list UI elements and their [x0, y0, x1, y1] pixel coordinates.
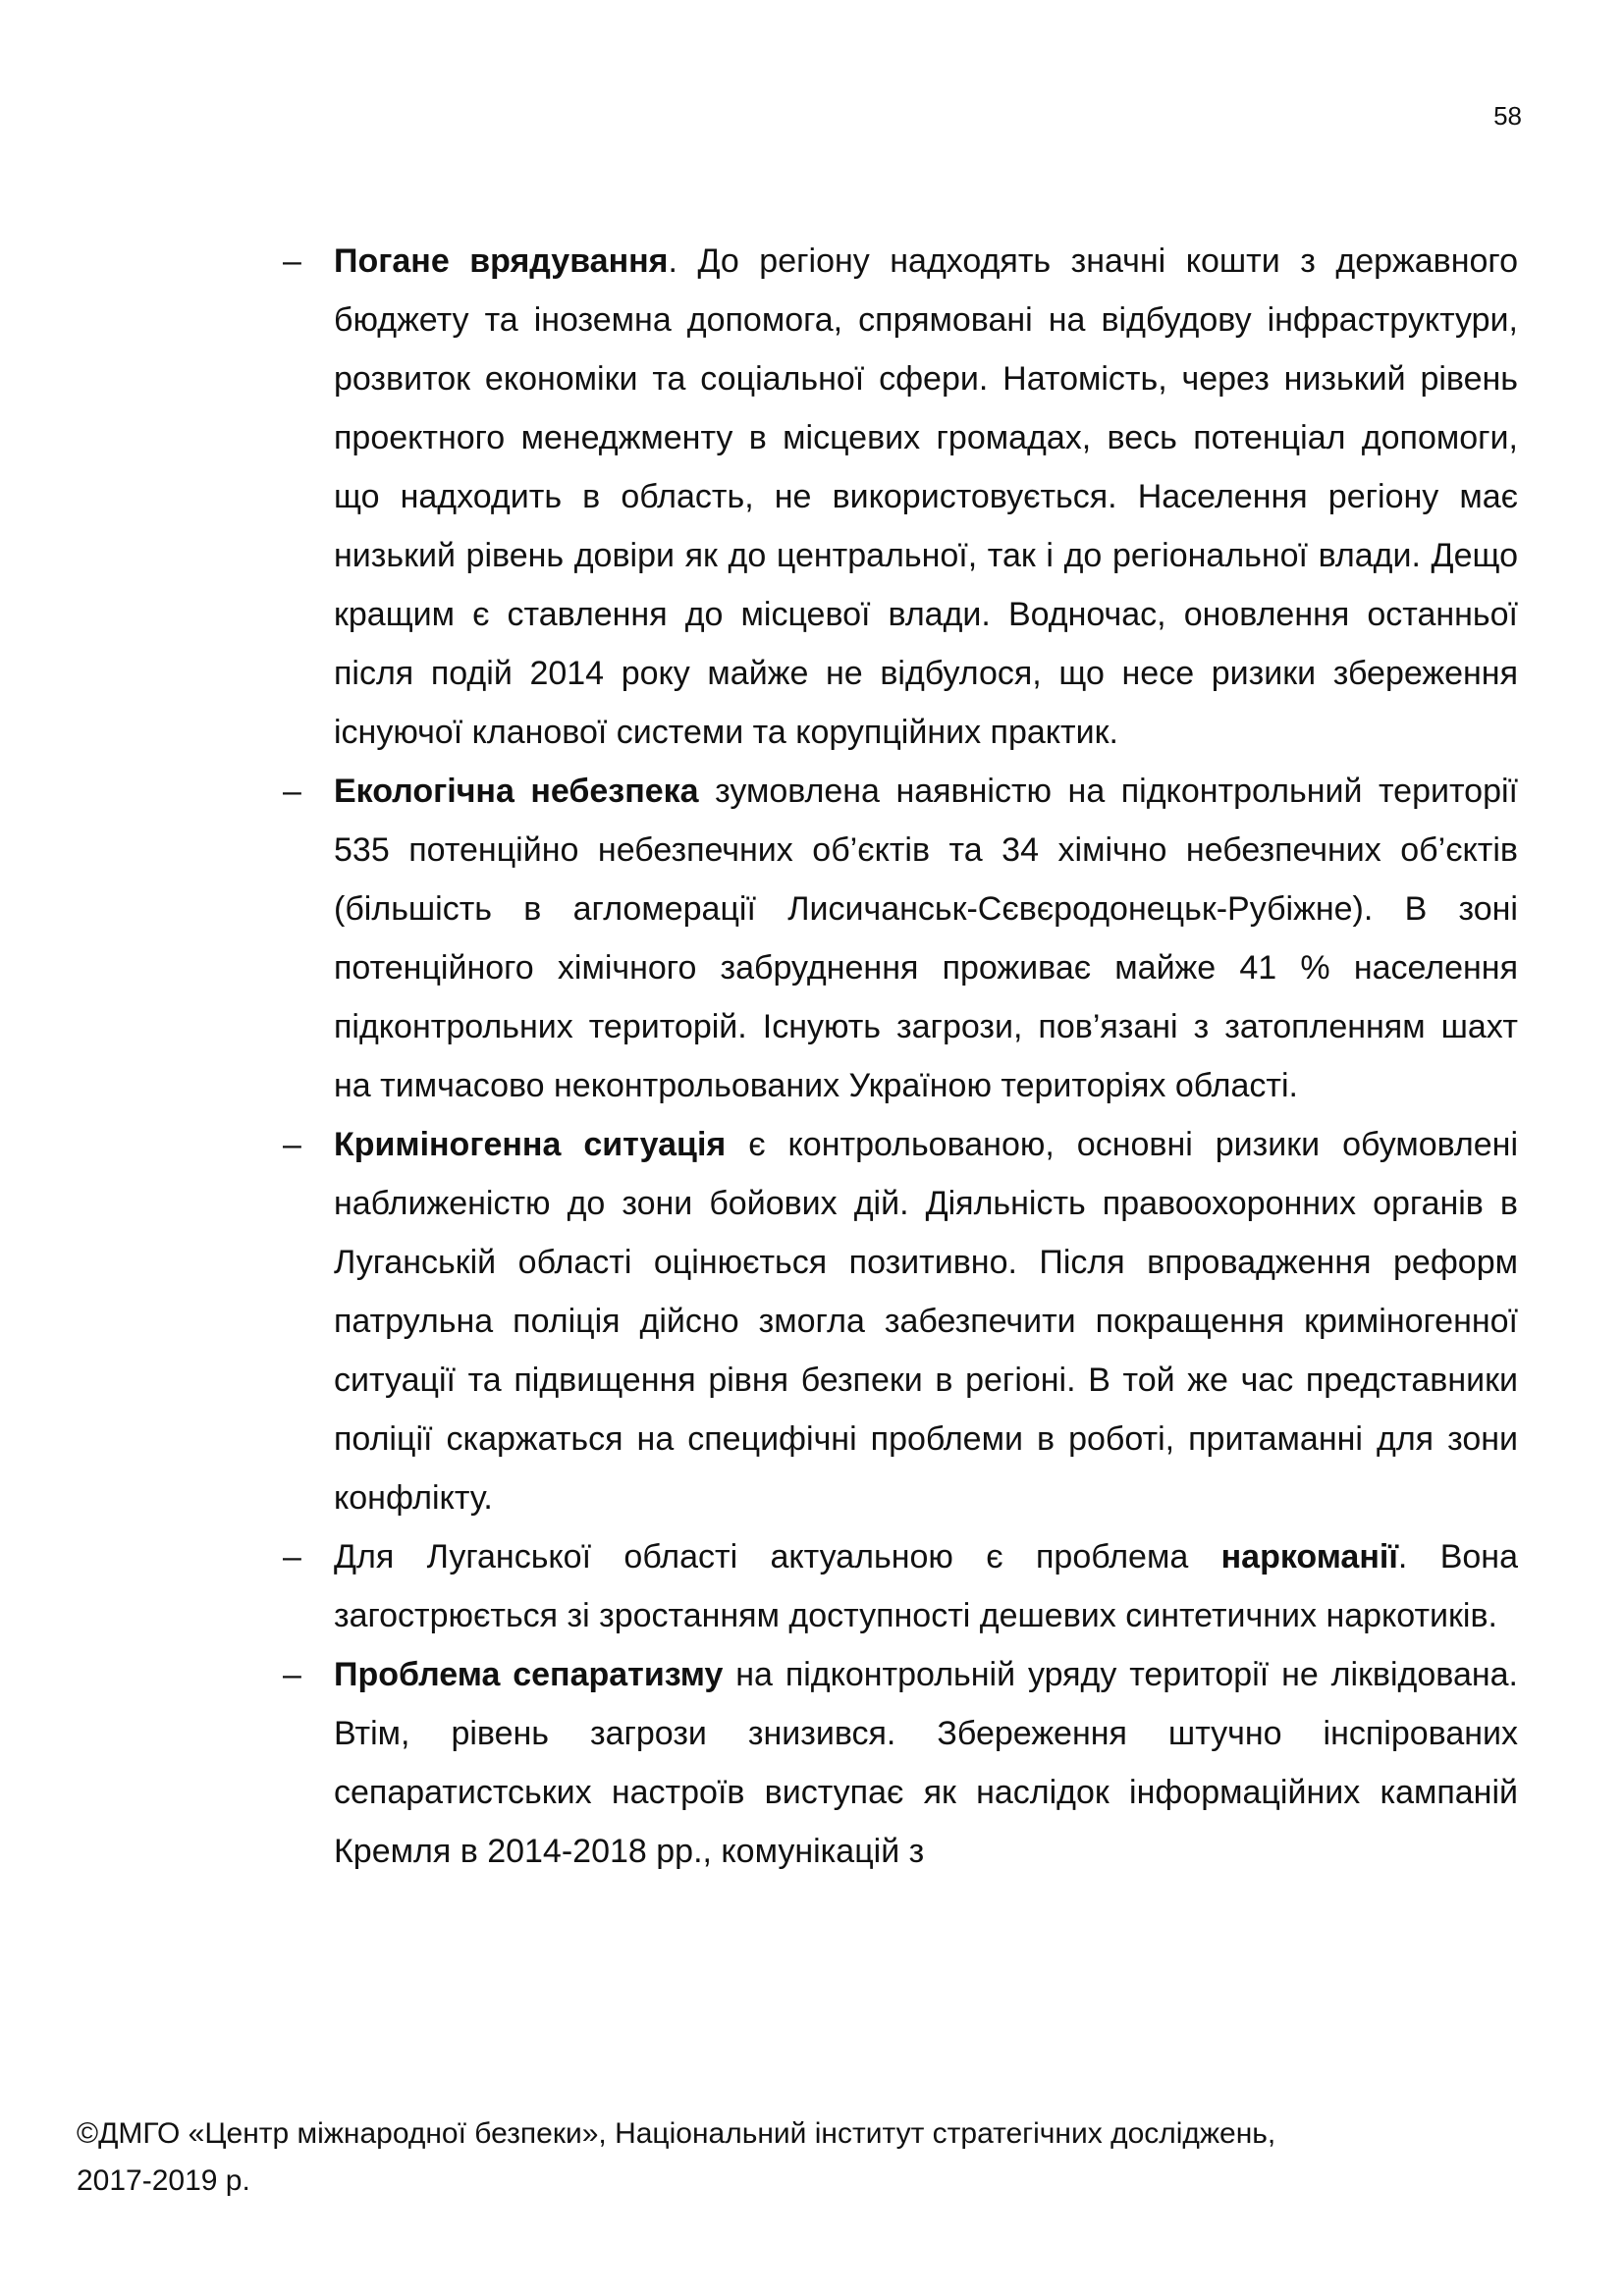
item-text: . Вона загострюється зі зростанням доступності дешевих синтетичних наркотиків.: [334, 1538, 1518, 1634]
item-text: . До регіону надходять значні кошти з державного бюджету та іноземна допомога, спрямовані на відбудову інфраструктури, розвиток економіки та соціальної сфери. Натомість, через низький рівень проектного менеджменту в місцевих громадах, весь потенціал допомоги, що надходить в область, не використовується. Населення регіону має низький рівень довіри як до центральної, так і до регіональної влади. Дещо кращим є ставлення до місцевої влади. Водночас, оновлення останньої після подій 2014 року майже не відбулося, що несе ризики збереження існуючої кланової системи та корупційних практик.: [334, 242, 1518, 751]
footer-copyright: [77, 2110, 1500, 2205]
item-bold-mid: наркоманії: [1220, 1538, 1398, 1575]
item-bold-lead: Погане врядування: [334, 242, 669, 280]
item-bold-lead: Екологічна небезпека: [334, 773, 699, 810]
item-text: зумовлена наявністю на підконтрольний території 535 потенційно небезпечних об’єктів та 34 хімічно небезпечних об’єктів (більшість в агломерації Лисичанськ-Сєвєродонецьк-Рубіжне). В зоні потенційного хімічного забруднення проживає майже 41 % населення підконтрольних територій. Існують загрози, пов’язані з затопленням шахт на тимчасово неконтрольованих Україною територіях області.: [334, 773, 1518, 1104]
bullet-dash: –: [283, 773, 301, 810]
page-number: 58: [1493, 101, 1522, 131]
bullet-dash: –: [283, 1656, 301, 1693]
list-item-drug-addiction: [275, 1527, 1518, 1645]
list-item-poor-governance: [275, 232, 1518, 762]
item-bold-lead: Криміногенна ситуація: [334, 1126, 727, 1163]
item-text: є контрольованою, основні ризики обумовлені наближеністю до зони бойових дій. Діяльність правоохоронних органів в Луганській області оцінюється позитивно. Після впровадження реформ патрульна поліція дійсно змогла забезпечити покращення криміногенної ситуації та підвищення рівня безпеки в регіоні. В той же час представники поліції скаржаться на специфічні проблеми в роботі, притаманні для зони конфлікту.: [334, 1126, 1519, 1517]
list-item-ecological-danger: [275, 762, 1518, 1115]
item-bold-lead: Проблема сепаратизму: [334, 1656, 724, 1693]
list-item-separatism: [275, 1645, 1518, 1881]
bullet-dash: –: [283, 1538, 301, 1575]
bullet-dash: –: [283, 242, 301, 280]
bullet-dash: –: [283, 1126, 301, 1163]
footer-line-2: 2017-2019 р.: [77, 2164, 250, 2197]
footer-line-1: ©ДМГО «Центр міжнародної безпеки», Національний інститут стратегічних досліджень,: [77, 2117, 1276, 2150]
item-text: на підконтрольній уряду території не ліквідована. Втім, рівень загрози знизився. Збереження штучно інспірованих сепаратистських настроїв виступає як наслідок інформаційних кампаній Кремля в 2014-2018 рр., комунікацій з: [334, 1656, 1518, 1870]
item-pre-text: Для Луганської області актуальною є проблема: [334, 1538, 1221, 1575]
list-item-crime-situation: [275, 1115, 1518, 1527]
document-body: [275, 232, 1518, 1881]
